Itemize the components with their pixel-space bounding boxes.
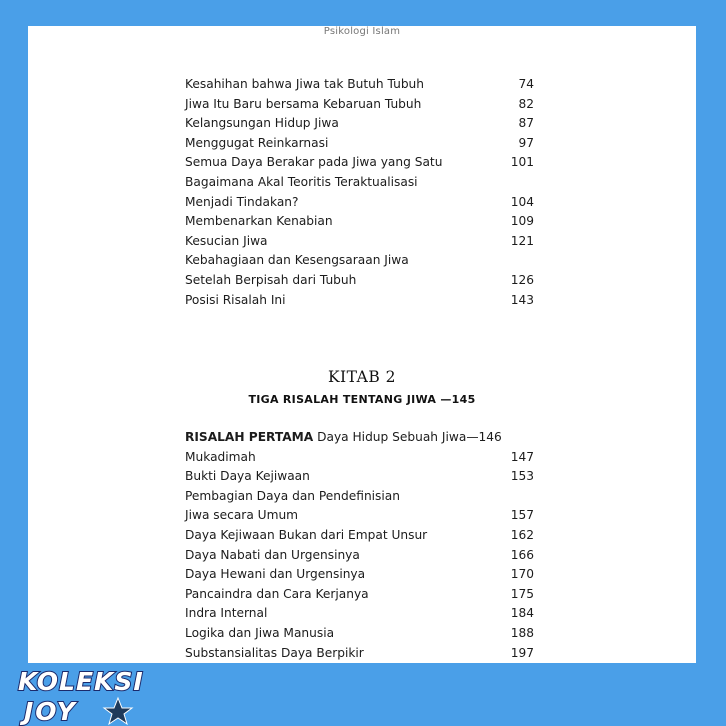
toc-entry-page: 97 xyxy=(518,135,534,150)
watermark-line1: KOLEKSI xyxy=(18,667,144,696)
toc-entry-title: Jiwa Itu Baru bersama Kebaruan Tubuh xyxy=(185,96,422,111)
toc-section-bottom xyxy=(185,428,534,663)
toc-entry-title: Posisi Risalah Ini xyxy=(185,292,286,307)
toc-entry-title: Bagaimana Akal Teoritis Teraktualisasi xyxy=(185,174,418,189)
toc-entry xyxy=(185,232,534,252)
toc-entry-page: 74 xyxy=(518,77,534,91)
toc-entry-title: Mukadimah xyxy=(185,449,256,464)
toc-entry xyxy=(185,644,534,663)
toc-entry xyxy=(185,95,534,115)
toc-entry xyxy=(185,448,534,468)
toc-entry xyxy=(185,212,534,232)
toc-entry-title: Kesucian Jiwa xyxy=(185,233,268,248)
toc-entry-page: 121 xyxy=(510,233,534,248)
toc-entry-title: Setelah Berpisah dari Tubuh xyxy=(185,272,357,287)
toc-entry xyxy=(185,173,534,193)
toc-entry-page: 175 xyxy=(510,586,534,601)
toc-entry xyxy=(185,153,534,173)
toc-entry xyxy=(185,271,534,291)
toc-entry-page: 147 xyxy=(510,449,534,464)
toc-entry xyxy=(185,134,534,154)
risalah-title: Daya Hidup Sebuah Jiwa—146 xyxy=(313,430,502,444)
toc-entry-page: 109 xyxy=(510,214,534,229)
book-page xyxy=(28,26,696,663)
toc-entry-title: Menjadi Tindakan? xyxy=(185,194,299,209)
toc-entry-page: 170 xyxy=(510,567,534,582)
kitab-subtitle: TIGA RISALAH TENTANG JIWA —145 xyxy=(248,393,476,406)
risalah-label: RISALAH PERTAMA xyxy=(185,430,314,444)
toc-entry xyxy=(185,193,534,213)
toc-entry-page: 166 xyxy=(510,547,534,562)
toc-entry-page: 188 xyxy=(510,625,534,640)
toc-entry-title: Substansialitas Daya Berpikir xyxy=(185,645,364,660)
toc-entry xyxy=(185,624,534,644)
toc-entry-page: 104 xyxy=(510,194,534,209)
toc-entry xyxy=(185,75,534,95)
toc-entry xyxy=(185,251,534,271)
toc-entry-page: 157 xyxy=(510,508,534,523)
toc-entry xyxy=(185,506,534,526)
risalah-heading xyxy=(185,428,534,448)
toc-entry-title: Bukti Daya Kejiwaan xyxy=(185,469,310,484)
toc-entry-page: 126 xyxy=(510,272,534,287)
toc-entry-page: 143 xyxy=(510,292,534,307)
toc-entry-page: 197 xyxy=(510,645,534,660)
toc-entry xyxy=(185,604,534,624)
toc-entry-title: Daya Nabati dan Urgensinya xyxy=(185,547,360,562)
running-header: Psikologi Islam xyxy=(323,26,401,37)
toc-entry xyxy=(185,291,534,311)
toc-entry-page: 184 xyxy=(510,606,534,621)
toc-entry-title: Pembagian Daya dan Pendefinisian xyxy=(185,488,400,503)
toc-entry-title: Logika dan Jiwa Manusia xyxy=(185,625,335,640)
toc-entry xyxy=(185,114,534,134)
kitab-title: KITAB 2 xyxy=(327,368,397,386)
toc-entry xyxy=(185,487,534,507)
toc-entry-page: 162 xyxy=(510,527,534,542)
toc-entry-title: Kesahihan bahwa Jiwa tak Butuh Tubuh xyxy=(185,77,424,91)
toc-entry-title: Daya Kejiwaan Bukan dari Empat Unsur xyxy=(185,527,428,542)
toc-entry-title: Kelangsungan Hidup Jiwa xyxy=(185,116,339,131)
toc-entry xyxy=(185,546,534,566)
watermark-line2: JOY xyxy=(24,697,77,726)
toc-entry xyxy=(185,526,534,546)
toc-entry-title: Pancaindra dan Cara Kerjanya xyxy=(185,586,369,601)
toc-section-top xyxy=(185,75,534,310)
toc-entry-title: Menggugat Reinkarnasi xyxy=(185,135,329,150)
toc-entry-title: Membenarkan Kenabian xyxy=(185,214,333,229)
toc-entry-title: Daya Hewani dan Urgensinya xyxy=(185,567,366,582)
toc-entry-title: Jiwa secara Umum xyxy=(185,508,299,523)
watermark-logo xyxy=(14,664,164,726)
toc-entry-title: Kebahagiaan dan Kesengsaraan Jiwa xyxy=(185,253,409,268)
toc-entry-page: 87 xyxy=(518,116,534,131)
toc-entry xyxy=(185,467,534,487)
toc-entry-page: 82 xyxy=(518,96,534,111)
toc-entry-page: 153 xyxy=(510,469,534,484)
toc-entry-page: 101 xyxy=(510,155,534,170)
toc-entry-title: Indra Internal xyxy=(185,606,268,621)
toc-entry xyxy=(185,585,534,605)
toc-entry-title: Semua Daya Berakar pada Jiwa yang Satu xyxy=(185,155,443,170)
star-icon xyxy=(104,698,132,724)
toc-entry xyxy=(185,565,534,585)
